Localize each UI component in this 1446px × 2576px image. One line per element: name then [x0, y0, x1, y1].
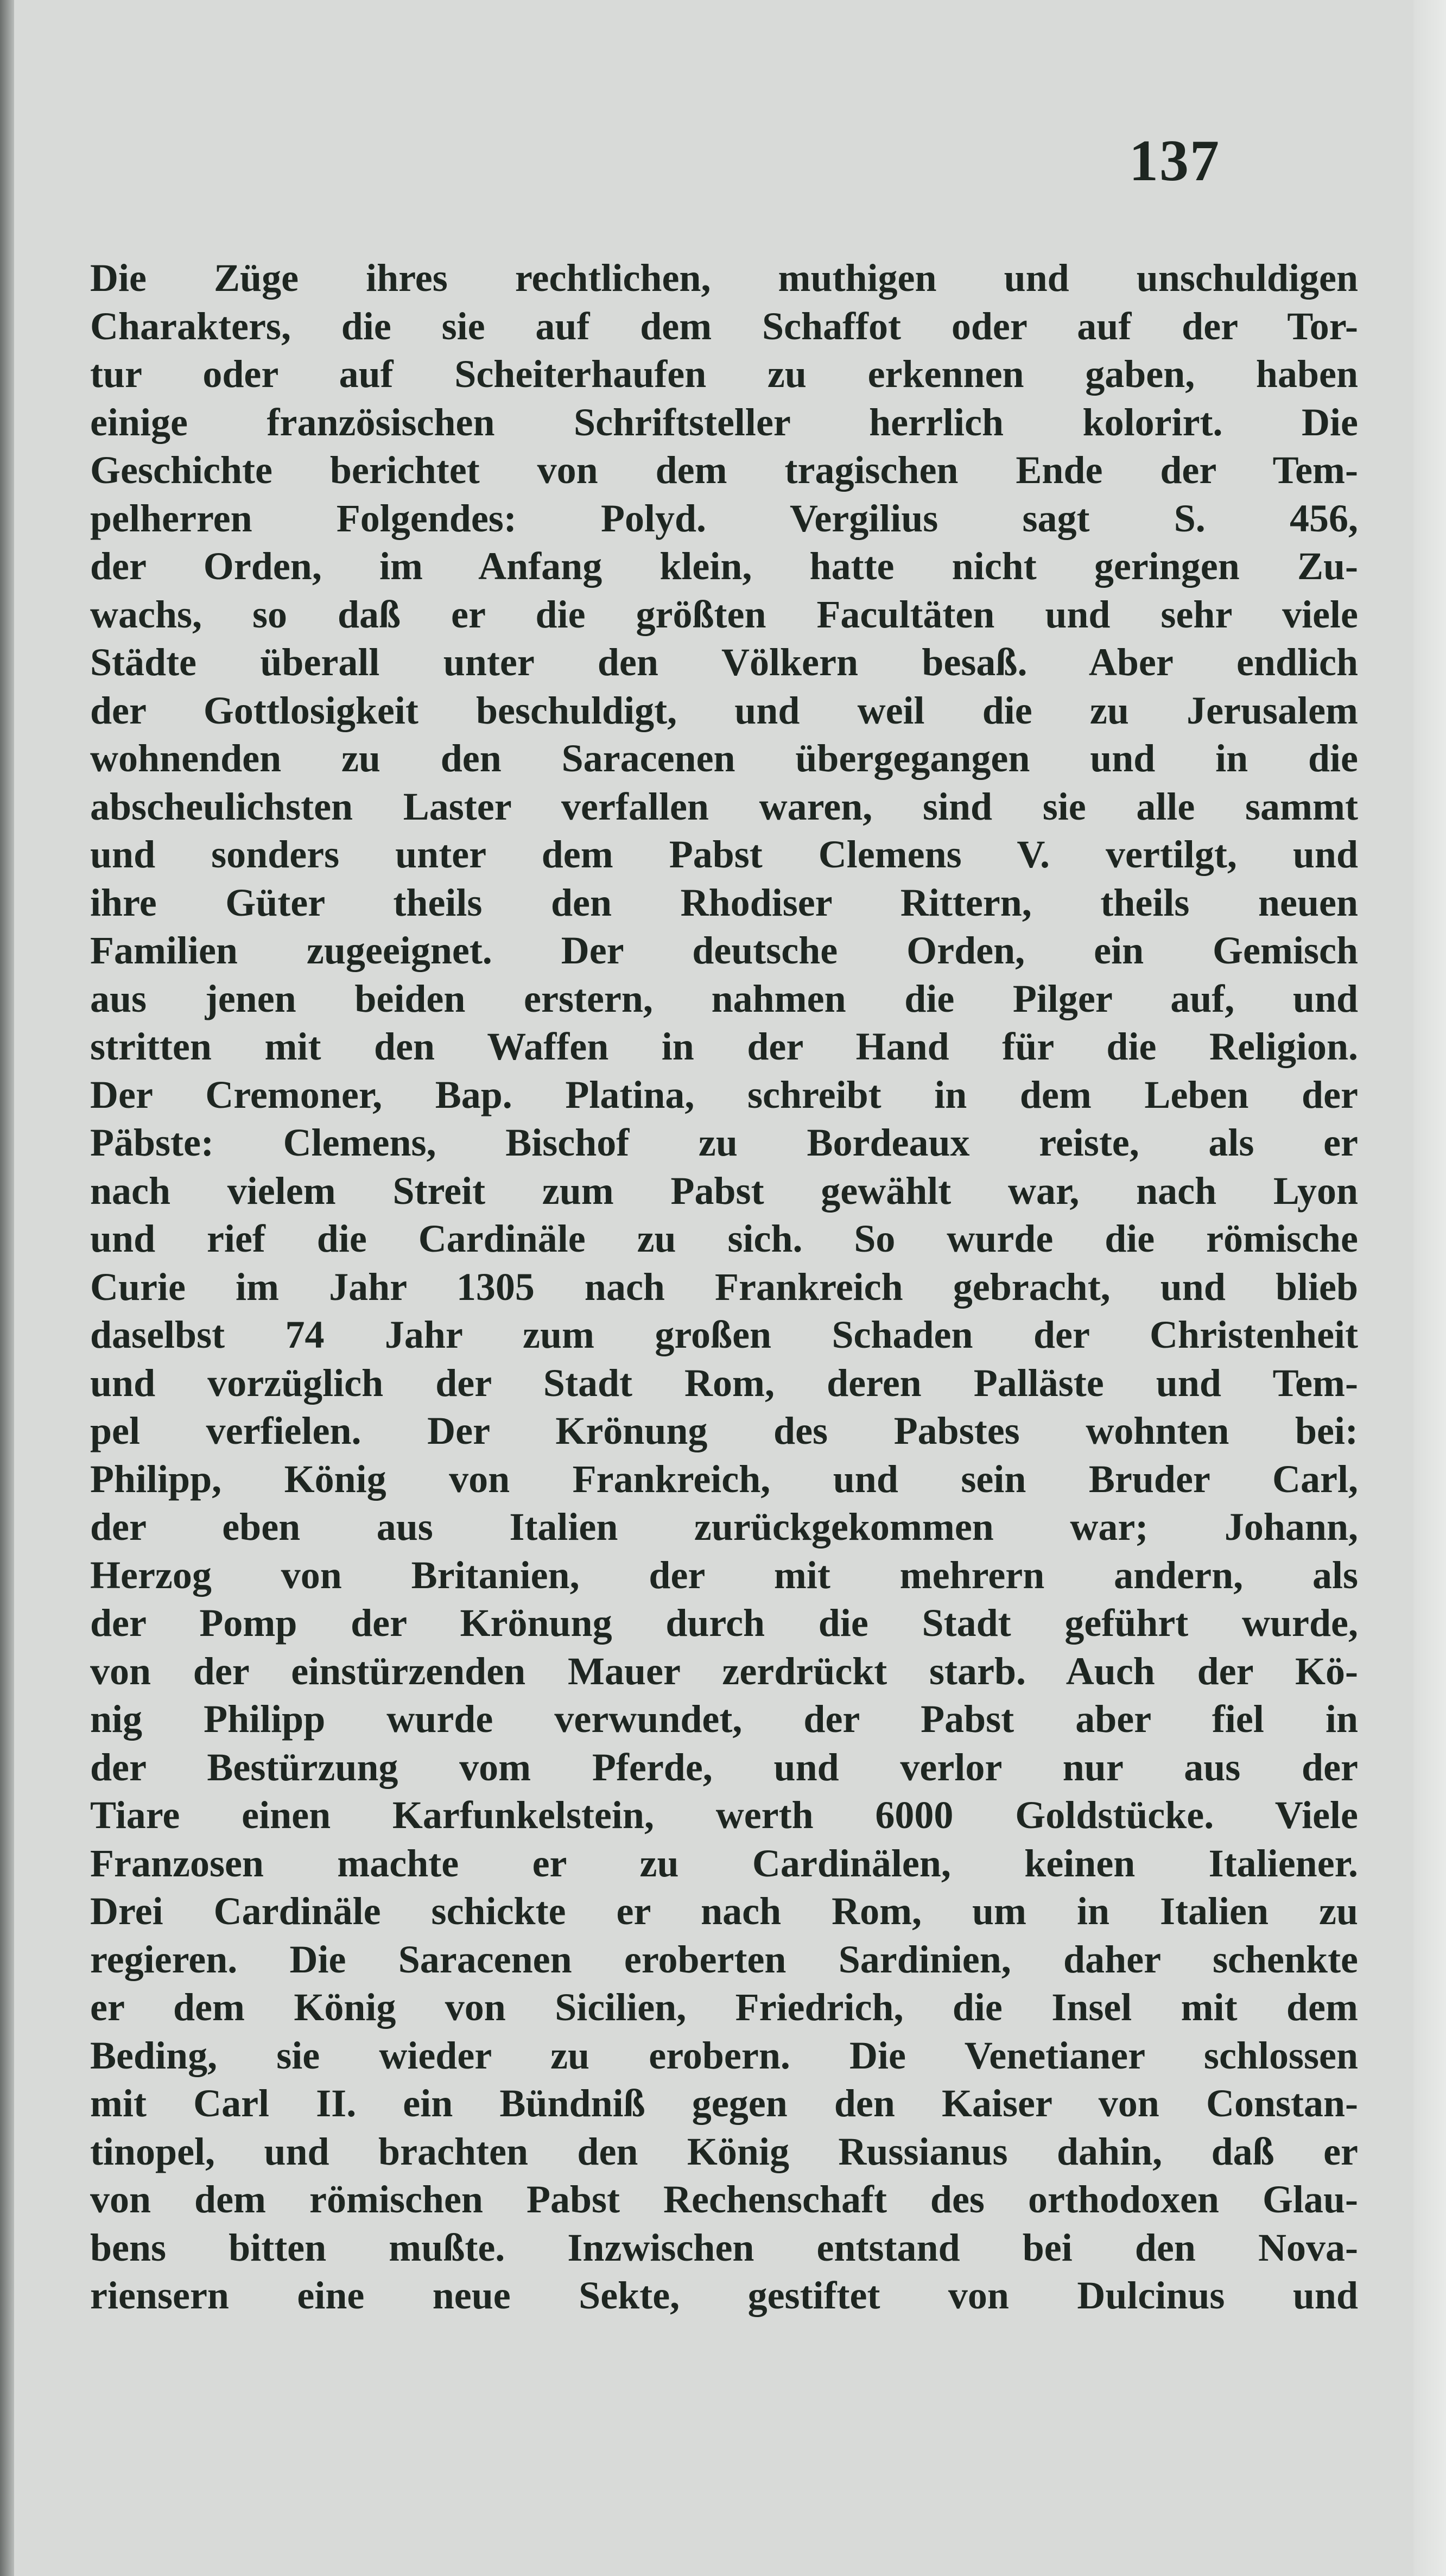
- text-line: und rief die Cardinäle zu sich. So wurde die römische: [90, 1217, 1358, 1260]
- text-line: Drei Cardinäle schickte er nach Rom, um in Italien zu: [90, 1889, 1358, 1933]
- text-line: nach vielem Streit zum Pabst gewählt war, nach Lyon: [90, 1169, 1358, 1213]
- text-line: pelherren Folgendes: Polyd. Vergilius sagt S. 456,: [90, 496, 1358, 540]
- text-line: Franzosen machte er zu Cardinälen, keinen Italiener.: [90, 1841, 1358, 1885]
- text-line: er dem König von Sicilien, Friedrich, die Insel mit dem: [90, 1985, 1358, 2029]
- page-edge-shadow: [0, 0, 14, 2576]
- text-line: regieren. Die Saracenen eroberten Sardinien, daher schenkte: [90, 1937, 1358, 1981]
- text-line: und vorzüglich der Stadt Rom, deren Palläste und Tem-: [90, 1361, 1358, 1405]
- text-line: nig Philipp wurde verwundet, der Pabst aber fiel in: [90, 1697, 1358, 1741]
- text-line: mit Carl II. ein Bündniß gegen den Kaiser von Constan-: [90, 2082, 1358, 2125]
- text-line: Philipp, König von Frankreich, und sein Bruder Carl,: [90, 1457, 1358, 1501]
- text-line: wohnenden zu den Saracenen übergegangen und in die: [90, 737, 1358, 780]
- text-line: Charakters, die sie auf dem Schaffot oder auf der Tor-: [90, 304, 1358, 348]
- text-line: daselbst 74 Jahr zum großen Schaden der Christenheit: [90, 1313, 1358, 1356]
- text-line: stritten mit den Waffen in der Hand für die Religion.: [90, 1025, 1358, 1068]
- page-number: 137: [1129, 129, 1220, 193]
- text-line: und sonders unter dem Pabst Clemens V. vertilgt, und: [90, 833, 1358, 876]
- text-line: wachs, so daß er die größten Facultäten und sehr viele: [90, 592, 1358, 636]
- text-line: bens bitten mußte. Inzwischen entstand bei den Nova-: [90, 2225, 1358, 2269]
- page-margin: [1413, 0, 1446, 2576]
- text-line: tinopel, und brachten den König Russianus dahin, daß er: [90, 2129, 1358, 2173]
- text-line: Die Züge ihres rechtlichen, muthigen und unschuldigen: [90, 256, 1358, 300]
- text-line: Päbste: Clemens, Bischof zu Bordeaux reiste, als er: [90, 1121, 1358, 1164]
- text-line: der Gottlosigkeit beschuldigt, und weil die zu Jerusalem: [90, 688, 1358, 732]
- text-line: von dem römischen Pabst Rechenschaft des orthodoxen Glau-: [90, 2178, 1358, 2221]
- text-line: Städte überall unter den Völkern besaß. Aber endlich: [90, 640, 1358, 684]
- text-line: der Orden, im Anfang klein, hatte nicht geringen Zu-: [90, 544, 1358, 588]
- text-line: Herzog von Britanien, der mit mehrern andern, als: [90, 1553, 1358, 1597]
- body-text: [90, 254, 1358, 2320]
- text-line: aus jenen beiden erstern, nahmen die Pilger auf, und: [90, 976, 1358, 1020]
- text-line: Beding, sie wieder zu erobern. Die Venetianer schlossen: [90, 2033, 1358, 2077]
- text-line: riensern eine neue Sekte, gestiftet von Dulcinus und: [90, 2274, 1358, 2317]
- text-line: Der Cremoner, Bap. Platina, schreibt in dem Leben der: [90, 1073, 1358, 1116]
- text-line: der Bestürzung vom Pferde, und verlor nur aus der: [90, 1745, 1358, 1789]
- text-line: tur oder auf Scheiterhaufen zu erkennen gaben, haben: [90, 352, 1358, 396]
- text-line: Familien zugeeignet. Der deutsche Orden, ein Gemisch: [90, 929, 1358, 972]
- text-line: Curie im Jahr 1305 nach Frankreich gebracht, und blieb: [90, 1265, 1358, 1309]
- text-line: Tiare einen Karfunkelstein, werth 6000 Goldstücke. Viele: [90, 1793, 1358, 1837]
- text-line: der eben aus Italien zurückgekommen war; Johann,: [90, 1505, 1358, 1549]
- text-line: Geschichte berichtet von dem tragischen Ende der Tem-: [90, 448, 1358, 492]
- text-line: einige französischen Schriftsteller herrlich kolorirt. Die: [90, 400, 1358, 444]
- text-line: von der einstürzenden Mauer zerdrückt starb. Auch der Kö-: [90, 1649, 1358, 1693]
- text-line: ihre Güter theils den Rhodiser Rittern, theils neuen: [90, 880, 1358, 924]
- text-line: der Pomp der Krönung durch die Stadt geführt wurde,: [90, 1601, 1358, 1645]
- text-line: pel verfielen. Der Krönung des Pabstes wohnten bei:: [90, 1409, 1358, 1452]
- text-line: abscheulichsten Laster verfallen waren, sind sie alle sammt: [90, 784, 1358, 828]
